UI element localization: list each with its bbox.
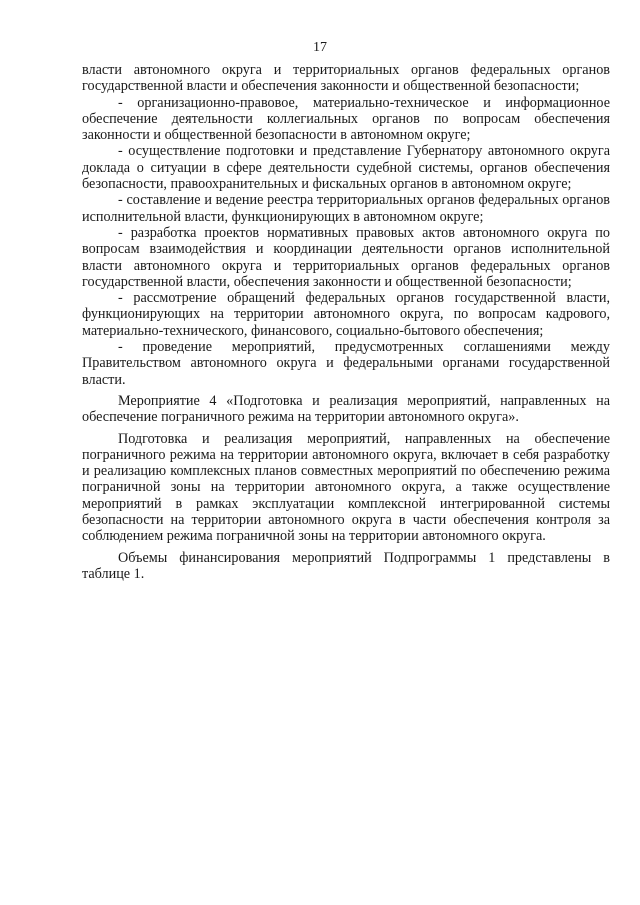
list-item-governor-report: - осуществление подготовки и представление Губернатору автономного округа доклада о ситуации в сфере деятельности судебной системы, органов обеспечения безопасности, правоохранительных и фискальных органов в автономном округе; [82,143,610,193]
list-item-registry: - составление и ведение реестра территориальных органов федеральных органов исполнительной власти, функционирующих в автономном округе; [82,192,610,225]
list-item-agreement-events: - проведение мероприятий, предусмотренных соглашениями между Правительством автономного округа и федеральными органами государственной власти. [82,339,610,388]
list-item-organizational-support: - организационно-правовое, материально-техническое и информационное обеспечение деятельности коллегиальных органов по вопросам обеспечения законности и общественной безопасности в автономном округе; [82,94,610,144]
page-number: 17 [313,40,327,55]
list-item-appeals-review: - рассмотрение обращений федеральных органов государственной власти, функционирующих на территории автономного округа, по вопросам кадрового, материально-технического, финансового, социально-бытового обеспечения; [82,290,610,339]
document-body [82,62,610,582]
financing-reference: Объемы финансирования мероприятий Подпрограммы 1 представлены в таблице 1. [82,549,610,582]
measure-4-description: Подготовка и реализация мероприятий, направленных на обеспечение пограничного режима на территории автономного округа, включает в себя разработку и реализацию комплексных планов совместных мероприятий по обеспечению режима пограничной зоны на территории автономного округа, а также осуществление мероприятий в рамках эксплуатации комплексной интегрированной системы безопасности на территории автономного округа в части обеспечения контроля за соблюдением режима пограничной зоны на территории автономного округа. [82,430,610,545]
list-item-draft-acts: - разработка проектов нормативных правовых актов автономного округа по вопросам взаимодействия и координации деятельности органов исполнительной власти автономного округа и территориальных органов федеральных органов государственной власти, обеспечения законности и общественной безопасности; [82,224,610,290]
paragraph-continuation: власти автономного округа и территориальных органов федеральных органов государственной власти и обеспечения законности и общественной безопасности; [82,62,610,95]
measure-4-heading: Мероприятие 4 «Подготовка и реализация мероприятий, направленных на обеспечение пограничного режима на территории автономного округа». [82,392,610,426]
